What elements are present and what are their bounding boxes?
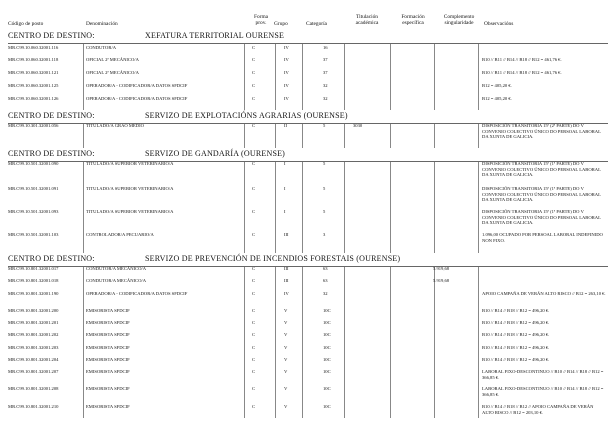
cell-codigo: MR.C99.10.060.32001.118 — [8, 57, 59, 62]
cell-titulacion: 3030 — [353, 123, 363, 128]
column-divider — [275, 124, 276, 148]
cell-codigo: MR.C99.10.501.32001.091 — [8, 186, 59, 191]
cell-categoria: 10C — [323, 345, 331, 350]
cell-denominacion: OFICIAL 2ª MECÁNICO/A — [86, 57, 139, 62]
cell-forma-prov: C — [252, 45, 256, 50]
cell-denominacion: TITULADO/A SUPERIOR VETERINARIO/A — [86, 161, 174, 166]
cell-grupo: V — [284, 357, 288, 362]
section-header — [8, 31, 608, 44]
cell-categoria: 10C — [323, 320, 331, 325]
column-divider — [244, 124, 245, 148]
section-label: CENTRO DE DESTINO: — [8, 111, 95, 120]
cell-categoria: 37 — [323, 57, 328, 62]
section-name: XEFATURA TERRITORIAL OURENSE — [145, 31, 285, 40]
cell-denominacion: CONDUTOR/A — [86, 45, 117, 50]
cell-grupo: V — [284, 369, 288, 374]
cell-grupo: V — [284, 404, 288, 409]
cell-denominacion: EMISORISTA SFDCIF — [86, 357, 130, 362]
cell-observacions: DISPOSICIÓN TRANSITORIA 15ª (1ª PARTE) DO V CONVENIO COLECTIVO ÚNICO DO PERSOAL LABORAL DA XUNTA DE GALICIA. — [482, 186, 601, 203]
cell-observacions: APOIO CAMPAÑA DE VERÁN ALTO RISCO // B12 = 263,10 €. — [482, 291, 606, 296]
column-divider — [434, 44, 435, 110]
cell-codigo: MR.C99.10.060.32001.125 — [8, 83, 59, 88]
cell-codigo: MR.C99.10.501.32001.093 — [8, 209, 59, 214]
cell-denominacion: CONTROLADOR/A PECUARIO/A — [86, 232, 154, 237]
cell-observacions: DISPOSICIÓN TRANSITORIA 15ª (1ª PARTE) DO V CONVENIO COLECTIVO ÚNICO DO PERSOAL LABORAL DA XUNTA DE GALICIA. — [482, 209, 601, 226]
column-divider — [302, 124, 303, 148]
section-label: CENTRO DE DESTINO: — [8, 254, 95, 263]
cell-grupo: III — [284, 232, 289, 237]
cell-denominacion: EMISORISTA SFDCIF — [86, 308, 130, 313]
cell-forma-prov: C — [252, 123, 256, 128]
cell-grupo: V — [284, 345, 288, 350]
cell-forma-prov: C — [252, 369, 256, 374]
cell-codigo: MR.C99.10.801.32001.017 — [8, 266, 59, 271]
cell-codigo: MR.C99.10.301.32001.056 — [8, 123, 59, 128]
cell-codigo: MR.C99.10.801.32001.204 — [8, 357, 59, 362]
cell-grupo: II — [284, 123, 288, 128]
section-label: CENTRO DE DESTINO: — [8, 149, 95, 158]
cell-observacions: B10 // B11 // B14 // B18 // B12 = 461,76 €. — [482, 70, 562, 75]
cell-codigo: MR.C99.10.801.32001.208 — [8, 386, 59, 391]
cell-observacions: DISPOSICIÓN TRANSITORIA 15ª (2ª PARTE) DO V CONVENIO COLECTIVO ÚNICO DO PERSOAL LABORAL DA XUNTA DE GALICIA. — [482, 123, 601, 140]
cell-denominacion: OPERADOR/A - CODIFICADOR/A DATOS SFDCIF — [86, 291, 188, 296]
cell-observacions: B10 // B14 // B18 // B12 // APOIO CAMPAÑA DE VERÁN ALTO RISCO // B12 = 203,10 €. — [482, 404, 594, 415]
column-divider — [302, 267, 303, 418]
column-divider — [390, 44, 391, 110]
cell-codigo: MR.C99.10.801.32001.207 — [8, 369, 59, 374]
column-divider — [390, 267, 391, 418]
cell-observacions: B10 // B14 // B18 // B12 = 496,20 €. — [482, 320, 550, 325]
cell-forma-prov: C — [252, 291, 256, 296]
cell-grupo: IV — [284, 45, 289, 50]
cell-grupo: III — [284, 278, 289, 283]
cell-categoria: 10C — [323, 404, 331, 409]
cell-denominacion: TITULADO/A SUPERIOR VETERINARIO/A — [86, 209, 174, 214]
cell-observacions: B10 // B11 // B14 // B18 // B12 = 461,76 €. — [482, 57, 562, 62]
column-divider — [344, 124, 345, 148]
column-divider — [478, 124, 479, 148]
column-divider — [434, 267, 435, 418]
cell-forma-prov: C — [252, 404, 256, 409]
column-divider — [434, 124, 435, 148]
cell-grupo: IV — [284, 291, 289, 296]
cell-grupo: I — [284, 209, 286, 214]
column-divider — [83, 267, 84, 418]
cell-forma-prov: C — [252, 320, 256, 325]
cell-codigo: MR.C99.10.801.32001.201 — [8, 320, 59, 325]
cell-codigo: MR.C99.10.801.32001.018 — [8, 278, 59, 283]
cell-grupo: I — [284, 186, 286, 191]
cell-codigo: MR.C99.10.501.32001.103 — [8, 232, 59, 237]
cell-categoria: 16 — [323, 45, 328, 50]
cell-grupo: III — [284, 266, 289, 271]
cell-codigo: MR.C99.10.801.32001.202 — [8, 332, 59, 337]
cell-observacions: DISPOSICIÓN TRANSITORIA 15ª (1ª PARTE) DO V CONVENIO COLECTIVO ÚNICO DO PERSOAL LABORAL DA XUNTA DE GALICIA. — [482, 161, 601, 178]
cell-forma-prov: C — [252, 57, 256, 62]
column-divider — [478, 267, 479, 418]
cell-denominacion: OPERADOR/A - CODIFICADOR/A DATOS SFDCIF — [86, 96, 188, 101]
cell-denominacion: EMISORISTA SFDCIF — [86, 386, 130, 391]
cell-categoria: 3 — [323, 232, 326, 237]
column-divider — [244, 44, 245, 110]
cell-forma-prov: C — [252, 266, 256, 271]
cell-codigo: MR.C99.10.801.32001.200 — [8, 308, 59, 313]
cell-forma-prov: C — [252, 357, 256, 362]
cell-categoria: 63 — [323, 278, 328, 283]
cell-categoria: 32 — [323, 291, 328, 296]
cell-categoria: 10C — [323, 332, 331, 337]
cell-observacions: B12 = 405,20 €. — [482, 83, 512, 88]
cell-categoria: 5 — [323, 209, 326, 214]
cell-forma-prov: C — [252, 232, 256, 237]
header-codigo: Código de posto — [8, 21, 44, 27]
cell-categoria: 37 — [323, 70, 328, 75]
column-divider — [275, 44, 276, 110]
cell-codigo: MR.C99.10.801.32001.210 — [8, 404, 59, 409]
cell-grupo: V — [284, 308, 288, 313]
cell-denominacion: EMISORISTA SFDCIF — [86, 345, 130, 350]
cell-denominacion: CONDUTOR/A MECÁNICO/A — [86, 278, 147, 283]
cell-denominacion: TITULADO/A SUPERIOR VETERINARIO/A — [86, 186, 174, 191]
cell-forma-prov: C — [252, 278, 256, 283]
section-name: SERVIZO DE PREVENCIÓN DE INCENDIOS FORESTAIS (OURENSE) — [145, 254, 401, 263]
cell-codigo: MR.C99.10.060.32001.121 — [8, 70, 59, 75]
column-divider — [83, 162, 84, 253]
cell-categoria: 10C — [323, 369, 331, 374]
header-titulacion: Titulación académica — [355, 14, 379, 27]
header-grupo: Grupo — [274, 21, 288, 27]
cell-codigo: MR.C99.10.060.32001.126 — [8, 96, 59, 101]
cell-categoria: 5 — [323, 186, 326, 191]
cell-observacions: B10 // B14 // B18 // B12 = 496,20 €. — [482, 345, 550, 350]
cell-denominacion: OPERADOR/A - CODIFICADOR/A DATOS SFDCIF — [86, 83, 188, 88]
section-label: CENTRO DE DESTINO: — [8, 31, 95, 40]
cell-forma-prov: C — [252, 96, 256, 101]
cell-grupo: V — [284, 320, 288, 325]
column-divider — [390, 162, 391, 253]
column-divider — [344, 44, 345, 110]
cell-grupo: IV — [284, 70, 289, 75]
cell-observacions: LABORAL FIXO-DESCONTINUO // B10 // B14 // B18 // B12 = 366,85 €. — [482, 369, 604, 380]
column-divider — [244, 162, 245, 253]
cell-forma-prov: C — [252, 186, 256, 191]
cell-denominacion: EMISORISTA SFDCIF — [86, 369, 130, 374]
cell-forma-prov: C — [252, 70, 256, 75]
cell-categoria: 5 — [323, 161, 326, 166]
cell-observacions: 1.096,00 OCUPADO POR PERSOAL LABORAL INDEFINIDO NON FIXO. — [482, 232, 603, 243]
cell-observacions: B10 // B14 // B18 // B12 = 496,20 €. — [482, 308, 550, 313]
cell-categoria: 10C — [323, 386, 331, 391]
cell-codigo: MR.C99.10.060.32001.116 — [8, 45, 59, 50]
cell-categoria: 5 — [323, 123, 326, 128]
cell-categoria: 10C — [323, 357, 331, 362]
cell-codigo: MR.C99.10.501.32001.090 — [8, 161, 59, 166]
cell-observacions: LABORAL FIXO-DESCONTINUO // B10 // B14 // B18 // B12 = 366,85 €. — [482, 386, 604, 397]
cell-complemento: 5.919,68 — [433, 266, 450, 271]
column-divider — [302, 44, 303, 110]
cell-denominacion: TITULADO/A GRAO MEDIO — [86, 123, 144, 128]
column-divider — [244, 267, 245, 418]
cell-forma-prov: C — [252, 332, 256, 337]
cell-codigo: MR.C99.10.801.32001.190 — [8, 291, 59, 296]
column-divider — [434, 162, 435, 253]
header-observacions: Observacións — [484, 21, 514, 27]
cell-categoria: 32 — [323, 96, 328, 101]
column-divider — [344, 267, 345, 418]
cell-forma-prov: C — [252, 386, 256, 391]
column-divider — [478, 44, 479, 110]
cell-categoria: 32 — [323, 83, 328, 88]
column-divider — [83, 124, 84, 148]
column-divider — [478, 162, 479, 253]
cell-observacions: B12 = 405,20 €. — [482, 96, 512, 101]
cell-categoria: 10C — [323, 308, 331, 313]
cell-denominacion: EMISORISTA SFDCIF — [86, 320, 130, 325]
column-divider — [302, 162, 303, 253]
cell-observacions: B10 // B14 // B18 // B12 = 496,20 €. — [482, 332, 550, 337]
header-complemento: Complemento singularidade — [443, 14, 475, 27]
cell-grupo: I — [284, 161, 286, 166]
header-categoria: Categoría — [306, 21, 327, 27]
cell-grupo: V — [284, 386, 288, 391]
header-denominacion: Denominación — [86, 21, 118, 27]
section-name: SERVIZO DE EXPLOTACIÓNS AGRARIAS (OURENSE) — [145, 111, 348, 120]
cell-codigo: MR.C99.10.801.32001.203 — [8, 345, 59, 350]
cell-forma-prov: C — [252, 161, 256, 166]
cell-denominacion: OFICIAL 2ª MECÁNICO/A — [86, 70, 139, 75]
column-divider — [275, 162, 276, 253]
cell-denominacion: EMISORISTA SFDCIF — [86, 332, 130, 337]
cell-categoria: 63 — [323, 266, 328, 271]
cell-grupo: V — [284, 332, 288, 337]
header-formacion: Formación específica — [401, 14, 425, 27]
cell-complemento: 5.919,68 — [433, 278, 450, 283]
cell-denominacion: EMISORISTA SFDCIF — [86, 404, 130, 409]
cell-observacions: B10 // B14 // B18 // B12 = 496,20 €. — [482, 357, 550, 362]
header-forma-prov: Forma prov. — [253, 14, 269, 27]
section-name: SERVIZO DE GANDARÍA (OURENSE) — [145, 149, 286, 158]
column-divider — [344, 162, 345, 253]
cell-forma-prov: C — [252, 308, 256, 313]
cell-grupo: IV — [284, 83, 289, 88]
cell-grupo: IV — [284, 57, 289, 62]
cell-forma-prov: C — [252, 83, 256, 88]
column-divider — [390, 124, 391, 148]
cell-grupo: IV — [284, 96, 289, 101]
column-divider — [83, 44, 84, 110]
cell-denominacion: CONDUTOR/A MECÁNICO/A — [86, 266, 147, 271]
cell-forma-prov: C — [252, 209, 256, 214]
cell-forma-prov: C — [252, 345, 256, 350]
column-divider — [275, 267, 276, 418]
